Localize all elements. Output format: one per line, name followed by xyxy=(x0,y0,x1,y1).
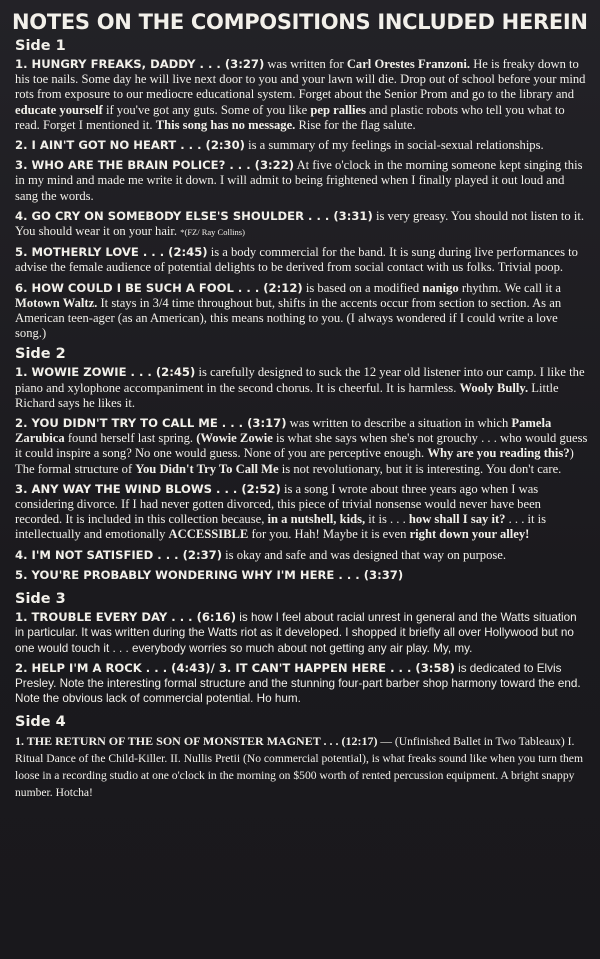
side-heading: Side 2 xyxy=(15,346,66,363)
track-note xyxy=(15,733,588,801)
note-emphasis: nanigo xyxy=(422,280,459,295)
note-text: is not revolutionary, but it is interesting. You don't care. xyxy=(278,461,562,476)
note-text: Rise for the flag salute. xyxy=(295,117,416,132)
note-emphasis: pep rallies xyxy=(310,102,367,117)
note-text: — (Unfinished Ballet in Two Tableaux) I. Ritual Dance of the Child-Killer. II. Nullis Pretii (No commercial potential), is what freaks sound like when you turn them loose in a recording studio at one o'clock in the morning on $500 worth of rented percussion equipment. A bright snappy number. Hotcha! xyxy=(15,735,583,800)
track-title: 5. YOU'RE PROBABLY WONDERING WHY I'M HERE . . . (3:37) xyxy=(15,567,404,582)
side-heading: Side 3 xyxy=(15,591,66,608)
track-title: 5. MOTHERLY LOVE . . . (2:45) xyxy=(15,245,208,260)
note-text: It stays in 3/4 time throughout but, shifts in the accents occur from section to section. As an American teen-ager (as an American), this means nothing to you. (I always wondered if I could write a love song.) xyxy=(15,295,562,341)
note-text: . . . it is intellectually and emotionally xyxy=(15,512,547,542)
note-emphasis: This song has no message. xyxy=(155,117,296,132)
side-heading: Side 1 xyxy=(15,38,66,54)
track-title: 2. I AIN'T GOT NO HEART . . . (2:30) xyxy=(15,138,245,153)
side-1-section xyxy=(12,38,588,341)
side-4-section xyxy=(12,714,588,801)
note-emphasis: (Wowie Zowie xyxy=(196,431,273,446)
note-text: if you've got any guts. Some of you like xyxy=(102,102,311,117)
note-text: At five o'clock in the morning someone kept singing this in my mind and made me write it down. I will admit to being frightened when I finally played it out loud and sang the words. xyxy=(15,158,583,203)
side-heading: Side 4 xyxy=(15,714,66,731)
track-note xyxy=(15,281,588,342)
note-text: is okay and safe and was designed that way on purpose. xyxy=(222,547,507,562)
note-text: is carefully designed to suck the 12 year old listener into our camp. I like the piano and xylophone accompaniment in the second chorus. It is cheerful. It is harmless. xyxy=(15,365,585,395)
track-title: 2. YOU DIDN'T TRY TO CALL ME . . . (3:17) xyxy=(15,416,287,431)
track-note xyxy=(15,548,588,563)
track-note xyxy=(15,482,588,543)
note-text: it is . . . xyxy=(365,512,409,527)
note-emphasis: how shall I say it? xyxy=(408,512,506,527)
note-emphasis: Why are you reading this? xyxy=(427,446,570,461)
track-note xyxy=(15,416,588,477)
note-text: He is freaky down to his toe nails. Some day he will live next door to you and your lawn will die. Drop out of school before your mind rots from exposure to our mediocre educational system. Forget about the Senior Prom and go to the library and xyxy=(15,57,586,102)
note-emphasis: ACCESSIBLE xyxy=(168,527,249,542)
track-title: 1. THE RETURN OF THE SON OF MONSTER MAGNET . . . (12:17) xyxy=(15,734,378,749)
track-note xyxy=(15,57,588,133)
note-text: for you. Hah! Maybe it is even xyxy=(248,527,410,542)
note-text: is how I feel about racial unrest in general and the Watts situation in particular. It was written during the Watts riot as it developed. I shopped it briefly all over Hollywood but no one would touch it . . . everybody worries so much about not getting any air play. My, my. xyxy=(15,611,577,655)
track-note xyxy=(15,138,588,153)
note-emphasis: right down your alley! xyxy=(409,527,530,542)
note-text: is very greasy. You should not listen to it. You should wear it on your hair. xyxy=(15,208,584,239)
track-note xyxy=(15,365,588,411)
track-title: 3. WHO ARE THE BRAIN POLICE? . . . (3:22) xyxy=(15,158,295,173)
note-emphasis: Pamela Zarubica xyxy=(15,416,552,446)
note-text: is dedicated to Elvis Presley. Note the interesting formal structure and the stunning four-part barber shop harmony toward the end. Note the obvious lack of commercial potential. Ho hum. xyxy=(15,661,581,706)
track-title: 1. TROUBLE EVERY DAY . . . (6:16) xyxy=(15,610,237,625)
note-emphasis: in a nutshell, kids, xyxy=(267,512,366,527)
note-text: Little Richard says he likes it. xyxy=(15,380,559,410)
side-3-section xyxy=(12,591,588,706)
note-text: is what she says when she's not grouchy . . . who would guess it could inspire a song? No one would guess. None of you are perceptive enough. xyxy=(15,431,588,461)
track-note xyxy=(15,568,588,583)
track-title: 4. GO CRY ON SOMEBODY ELSE'S SHOULDER . . . (3:31) xyxy=(15,208,373,223)
track-note xyxy=(15,661,588,707)
note-emphasis: Carl Orestes Franzoni. xyxy=(346,57,471,71)
track-title: 3. ANY WAY THE WIND BLOWS . . . (2:52) xyxy=(15,481,281,496)
page-title: NOTES ON THE COMPOSITIONS INCLUDED HEREIN xyxy=(12,10,588,34)
note-emphasis: Wooly Bully. xyxy=(459,380,529,395)
track-note xyxy=(15,158,588,204)
note-text: and plastic robots who tell you what to read. Forget I mentioned it. xyxy=(15,102,565,132)
songwriter-credit: *(FZ/ Ray Collins) xyxy=(180,227,245,238)
track-note xyxy=(15,245,588,275)
track-title: 4. I'M NOT SATISFIED . . . (2:37) xyxy=(15,547,223,562)
track-note xyxy=(15,209,588,240)
side-2-section xyxy=(12,346,588,583)
track-title: 2. HELP I'M A ROCK . . . (4:43)/ 3. IT CAN'T HAPPEN HERE . . . (3:58) xyxy=(15,660,455,675)
note-text: is a body commercial for the band. It is sung during live performances to advise the female audience of potential delights to be derived from social contact with us folks. Trivial poop. xyxy=(15,245,578,275)
note-text: rhythm. We call it a xyxy=(458,280,562,295)
track-title: 1. WOWIE ZOWIE . . . (2:45) xyxy=(15,365,196,380)
note-text: was written for xyxy=(264,57,347,71)
track-note xyxy=(15,610,588,656)
track-title: 1. HUNGRY FREAKS, DADDY . . . (3:27) xyxy=(15,57,265,71)
note-text: was written to describe a situation in which xyxy=(286,416,512,431)
note-text: is a song I wrote about three years ago when I was considering divorce. If I had never gotten divorced, this piece of trivial nonsense would never have been recorded. It is included in this collection because, xyxy=(15,481,541,527)
note-emphasis: educate yourself xyxy=(15,102,103,117)
note-text: is a summary of my feelings in social-sexual relationships. xyxy=(244,138,544,153)
note-emphasis: You Didn't Try To Call Me xyxy=(135,461,279,476)
note-text: ) The formal structure of xyxy=(15,446,574,476)
note-text: found herself last spring. xyxy=(64,431,197,446)
note-emphasis: Motown Waltz. xyxy=(15,295,98,310)
note-text: is based on a modified xyxy=(302,280,423,295)
track-title: 6. HOW COULD I BE SUCH A FOOL . . . (2:12) xyxy=(15,280,303,295)
